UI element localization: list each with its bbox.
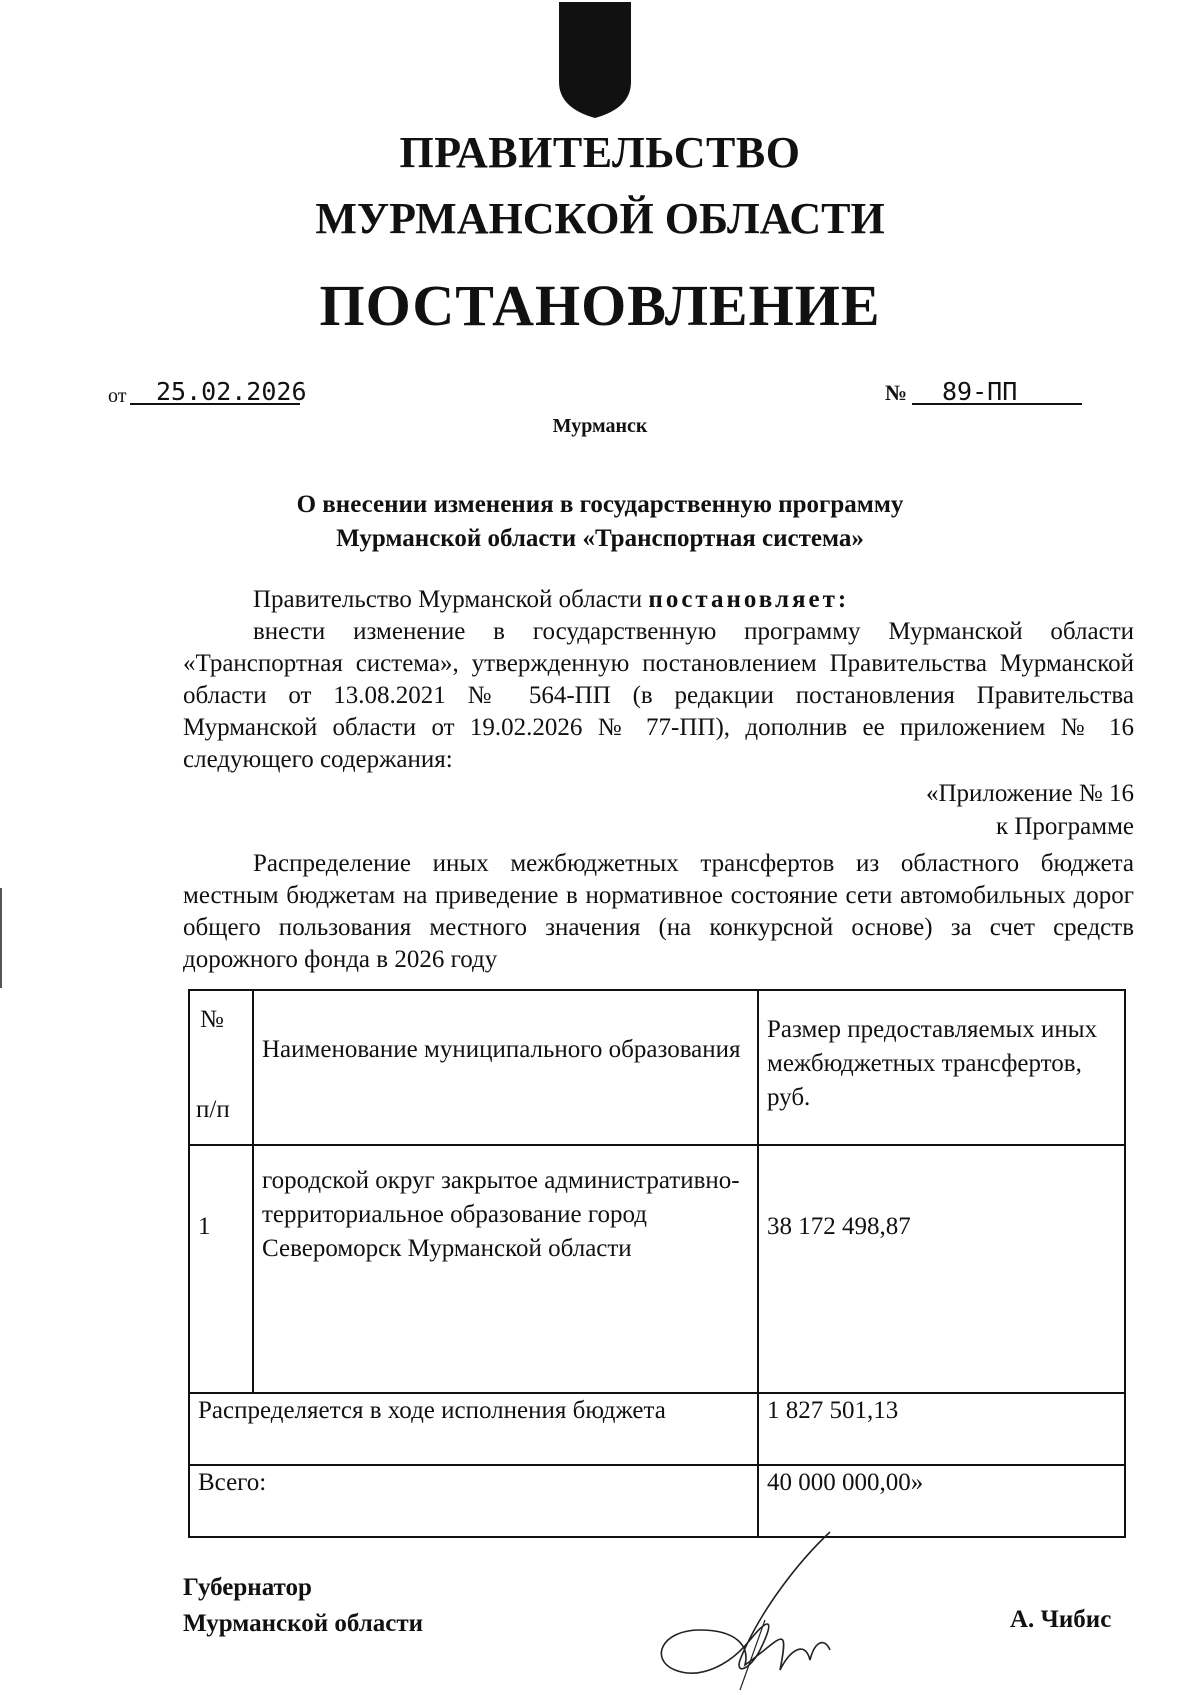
table-header-row bbox=[189, 990, 1125, 1145]
city-name: Мурманск bbox=[552, 415, 648, 437]
header-cell-amount: Размер предоставляемых иных межбюджетных трансфертов, руб. bbox=[758, 990, 1125, 1145]
header-number-bottom: п/п bbox=[196, 1096, 230, 1123]
appendix-line2: к Программе bbox=[995, 813, 1134, 840]
distribution-table bbox=[188, 989, 1126, 1538]
resolution-intro-text: Правительство Мурманской области bbox=[253, 586, 649, 613]
coat-of-arms-emblem bbox=[555, 0, 635, 122]
subject-line1: О внесении изменения в государственную программу bbox=[296, 491, 904, 518]
row-amount: 38 172 498,87 bbox=[758, 1145, 1125, 1393]
signer-name: А. Чибис bbox=[1010, 1606, 1112, 1633]
resolution-intro bbox=[183, 584, 1134, 616]
header-cell-number bbox=[189, 990, 253, 1145]
resolution-verb: постановляет: bbox=[648, 586, 850, 613]
signer-position bbox=[183, 1570, 423, 1642]
distributed-label: Распределяется в ходе исполнения бюджета bbox=[189, 1393, 758, 1465]
resolution-paragraph: внести изменение в государственную программу Мурманской области «Транспортная система», утвержденную постановлением Правительства Мурманской области от 13.08.2021 № 564-ПП (в редакции постановления Правительства Мурманской области от 19.02.2026 № 77-ПП), дополнив ее приложением № 16 следующего содержания: bbox=[183, 618, 1134, 773]
document-subject bbox=[0, 488, 1200, 556]
total-amount: 40 000 000,00» bbox=[758, 1465, 1125, 1537]
date-label: от bbox=[108, 385, 127, 407]
appendix-title-paragraph: Распределение иных межбюджетных трансфертов из областного бюджета местным бюджетам на приведение в нормативное состояние сети автомобильных дорог общего пользования местного значения (на конкурсной основе) за счет средств дорожного фонда в 2026 году bbox=[183, 850, 1134, 973]
number-label: № bbox=[885, 380, 908, 405]
header-cell-name: Наименование муниципального образования bbox=[253, 990, 758, 1145]
subject-line2: Мурманской области «Транспортная система» bbox=[336, 525, 864, 552]
document-number: 89-ПП bbox=[912, 377, 1082, 405]
total-label: Всего: bbox=[189, 1465, 758, 1537]
distributed-amount: 1 827 501,13 bbox=[758, 1393, 1125, 1465]
row-municipality-name: городской округ закрытое административно-территориальное образование город Североморск Мурманской области bbox=[253, 1145, 758, 1393]
scan-edge-mark bbox=[0, 888, 2, 988]
org-name-line1: ПРАВИТЕЛЬСТВО bbox=[399, 128, 801, 177]
document-date: 25.02.2026 bbox=[130, 377, 300, 405]
document-type: ПОСТАНОВЛЕНИЕ bbox=[319, 273, 881, 338]
appendix-heading bbox=[183, 777, 1134, 843]
org-name-line2: МУРМАНСКОЙ ОБЛАСТИ bbox=[315, 194, 885, 243]
row-number: 1 bbox=[189, 1145, 253, 1393]
signer-position-line2: Мурманской области bbox=[183, 1610, 424, 1637]
appendix-line1: «Приложение № 16 bbox=[925, 780, 1134, 807]
table-row bbox=[189, 1145, 1125, 1393]
handwritten-signature bbox=[640, 1520, 860, 1695]
signer-position-line1: Губернатор bbox=[183, 1574, 312, 1601]
header-number-top: № bbox=[200, 1006, 224, 1033]
table-row-distributed bbox=[189, 1393, 1125, 1465]
